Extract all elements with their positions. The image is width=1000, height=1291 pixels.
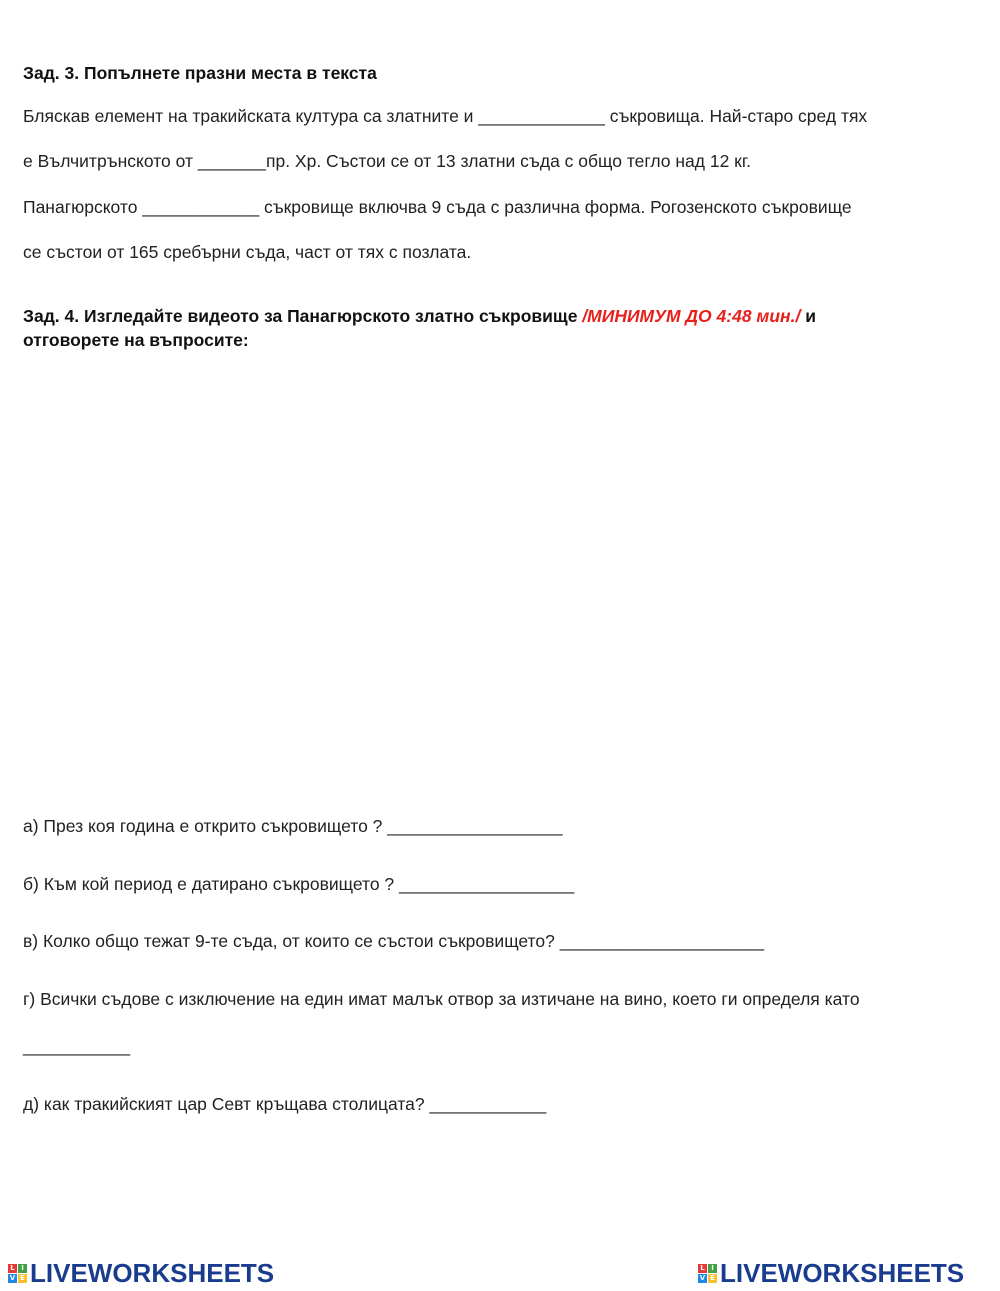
mark-letter: I: [708, 1264, 717, 1273]
liveworksheets-mark-icon: [8, 1264, 27, 1283]
mark-letter: V: [699, 1273, 706, 1282]
mark-letter: I: [18, 1264, 27, 1273]
question-v[interactable]: в) Колко общо тежат 9-те съда, от които се състои съкровището? _____________________: [23, 931, 765, 951]
task3-title: Зад. 3. Попълнете празни места в текста: [23, 63, 377, 83]
video-embed-area[interactable]: [23, 365, 973, 785]
mark-letter: E: [18, 1274, 27, 1283]
task3-text-line-1: Бляскав елемент на тракийската култура са златните и _____________ съкровища. Най-старо сред тях: [23, 106, 868, 126]
question-d[interactable]: д) как тракийският цар Севт кръщава столицата? ____________: [23, 1094, 547, 1114]
liveworksheets-logo-left: [8, 1259, 274, 1287]
mark-letter: L: [698, 1264, 707, 1273]
logo-wordmark: LIVEWORKSHEETS: [720, 1258, 965, 1288]
mark-letter: V: [9, 1273, 16, 1282]
question-b[interactable]: б) Към кой период е датирано съкровището ? __________________: [23, 874, 575, 894]
mark-letter: L: [8, 1264, 17, 1273]
logo-wordmark: LIVEWORKSHEETS: [30, 1258, 275, 1288]
question-g-blank[interactable]: ___________: [23, 1036, 131, 1056]
mark-letter: E: [708, 1274, 717, 1283]
question-a[interactable]: а) През коя година е открито съкровището ? __________________: [23, 816, 563, 836]
task4-title-line-2: отговорете на въпросите:: [23, 330, 249, 350]
task3-text-line-2: е Вълчитрънското от _______пр. Хр. Състои се от 13 златни съда с общо тегло над 12 кг.: [23, 151, 751, 171]
task4-title-start: Зад. 4. Изгледайте видеото за Панагюрското златно съкровище: [23, 306, 583, 326]
task4-time-note: /МИНИМУМ ДО 4:48 мин./: [582, 306, 801, 326]
task4-title: [23, 305, 816, 327]
liveworksheets-mark-icon: [698, 1264, 717, 1283]
liveworksheets-logo-right: [698, 1259, 964, 1287]
task4-title-end: и: [800, 306, 816, 326]
task3-text-line-3: Панагюрското ____________ съкровище включва 9 съда с различна форма. Рогозенското съкровище: [23, 197, 852, 217]
question-g: г) Всички съдове с изключение на един имат малък отвор за изтичане на вино, което ги определя като: [23, 989, 860, 1009]
task3-text-line-4: се състои от 165 сребърни съда, част от тях с позлата.: [23, 242, 472, 262]
